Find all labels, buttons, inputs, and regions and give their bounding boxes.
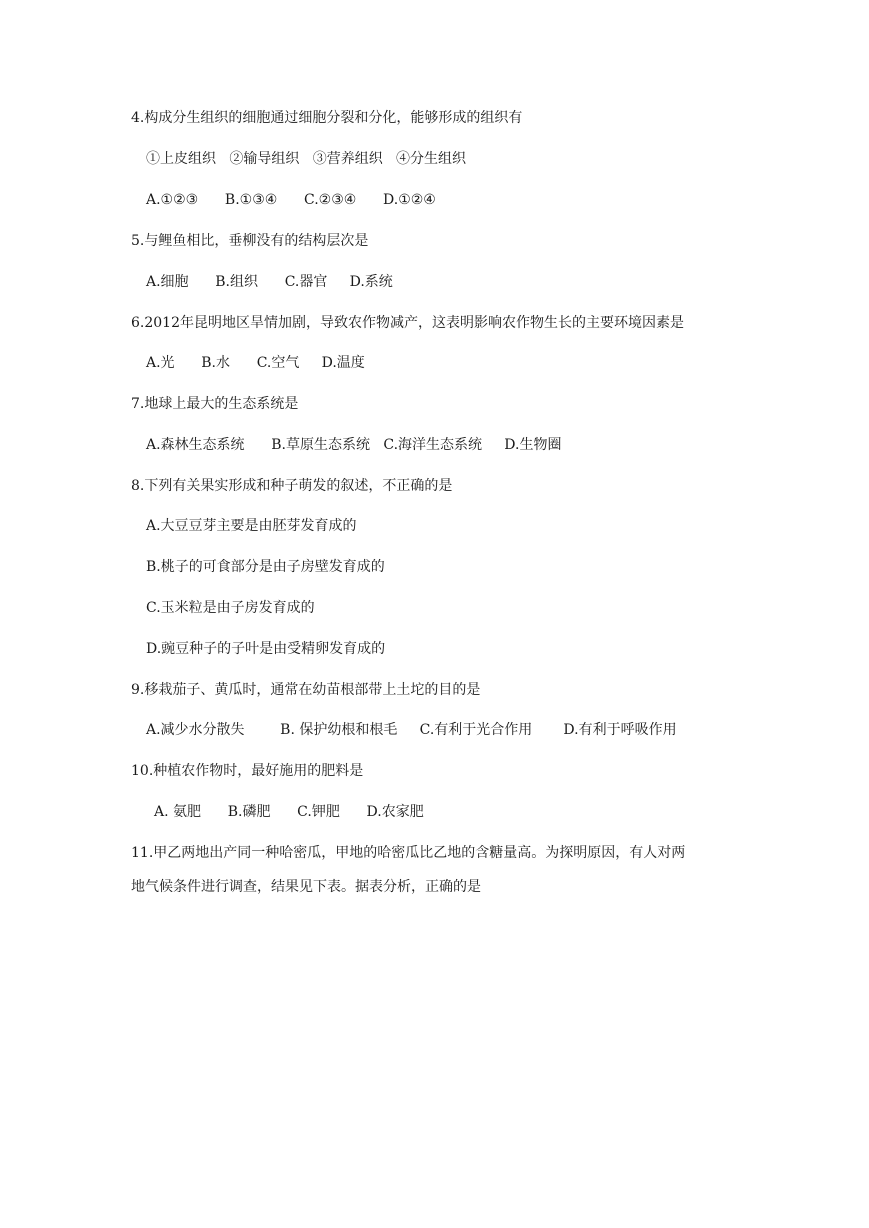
question-4-options: A.①②③ B.①③④ C.②③④ D.①②④	[146, 192, 436, 208]
question-8-option-c: C.玉米粒是由子房发育成的	[146, 600, 315, 616]
question-11-stem-line-1: 11.甲乙两地出产同一种哈密瓜，甲地的哈密瓜比乙地的含糖量高。为探明原因，有人对两	[131, 845, 686, 861]
question-8-stem: 8.下列有关果实形成和种子萌发的叙述，不正确的是	[131, 478, 453, 494]
question-8-option-a: A.大豆豆芽主要是由胚芽发育成的	[146, 518, 357, 534]
question-10-options: A. 氨肥 B.磷肥 C.钾肥 D.农家肥	[154, 804, 424, 820]
question-6-options: A.光 B.水 C.空气 D.温度	[146, 355, 365, 371]
question-7-stem: 7.地球上最大的生态系统是	[131, 396, 299, 412]
question-4-stem: 4.构成分生组织的细胞通过细胞分裂和分化，能够形成的组织有	[131, 110, 523, 126]
question-9-options: A.减少水分散失 B. 保护幼根和根毛 C.有利于光合作用 D.有利于呼吸作用	[146, 722, 677, 738]
question-9-stem: 9.移栽茄子、黄瓜时，通常在幼苗根部带上土坨的目的是	[131, 682, 481, 698]
question-10-stem: 10.种植农作物时，最好施用的肥料是	[131, 763, 364, 779]
question-8-option-d: D.豌豆种子的子叶是由受精卵发育成的	[146, 641, 386, 657]
question-11-stem-line-2: 地气候条件进行调查，结果见下表。据表分析，正确的是	[131, 879, 481, 895]
question-8-option-b: B.桃子的可食部分是由子房壁发育成的	[146, 559, 385, 575]
question-6-stem: 6.2012年昆明地区旱情加剧，导致农作物减产，这表明影响农作物生长的主要环境因素是	[131, 315, 684, 331]
question-4-items: ①上皮组织 ②输导组织 ③营养组织 ④分生组织	[146, 151, 467, 167]
question-5-stem: 5.与鲤鱼相比，垂柳没有的结构层次是	[131, 233, 369, 249]
question-7-options: A.森林生态系统 B.草原生态系统 C.海洋生态系统 D.生物圈	[146, 437, 562, 453]
question-5-options: A.细胞 B.组织 C.器官 D.系统	[146, 274, 393, 290]
